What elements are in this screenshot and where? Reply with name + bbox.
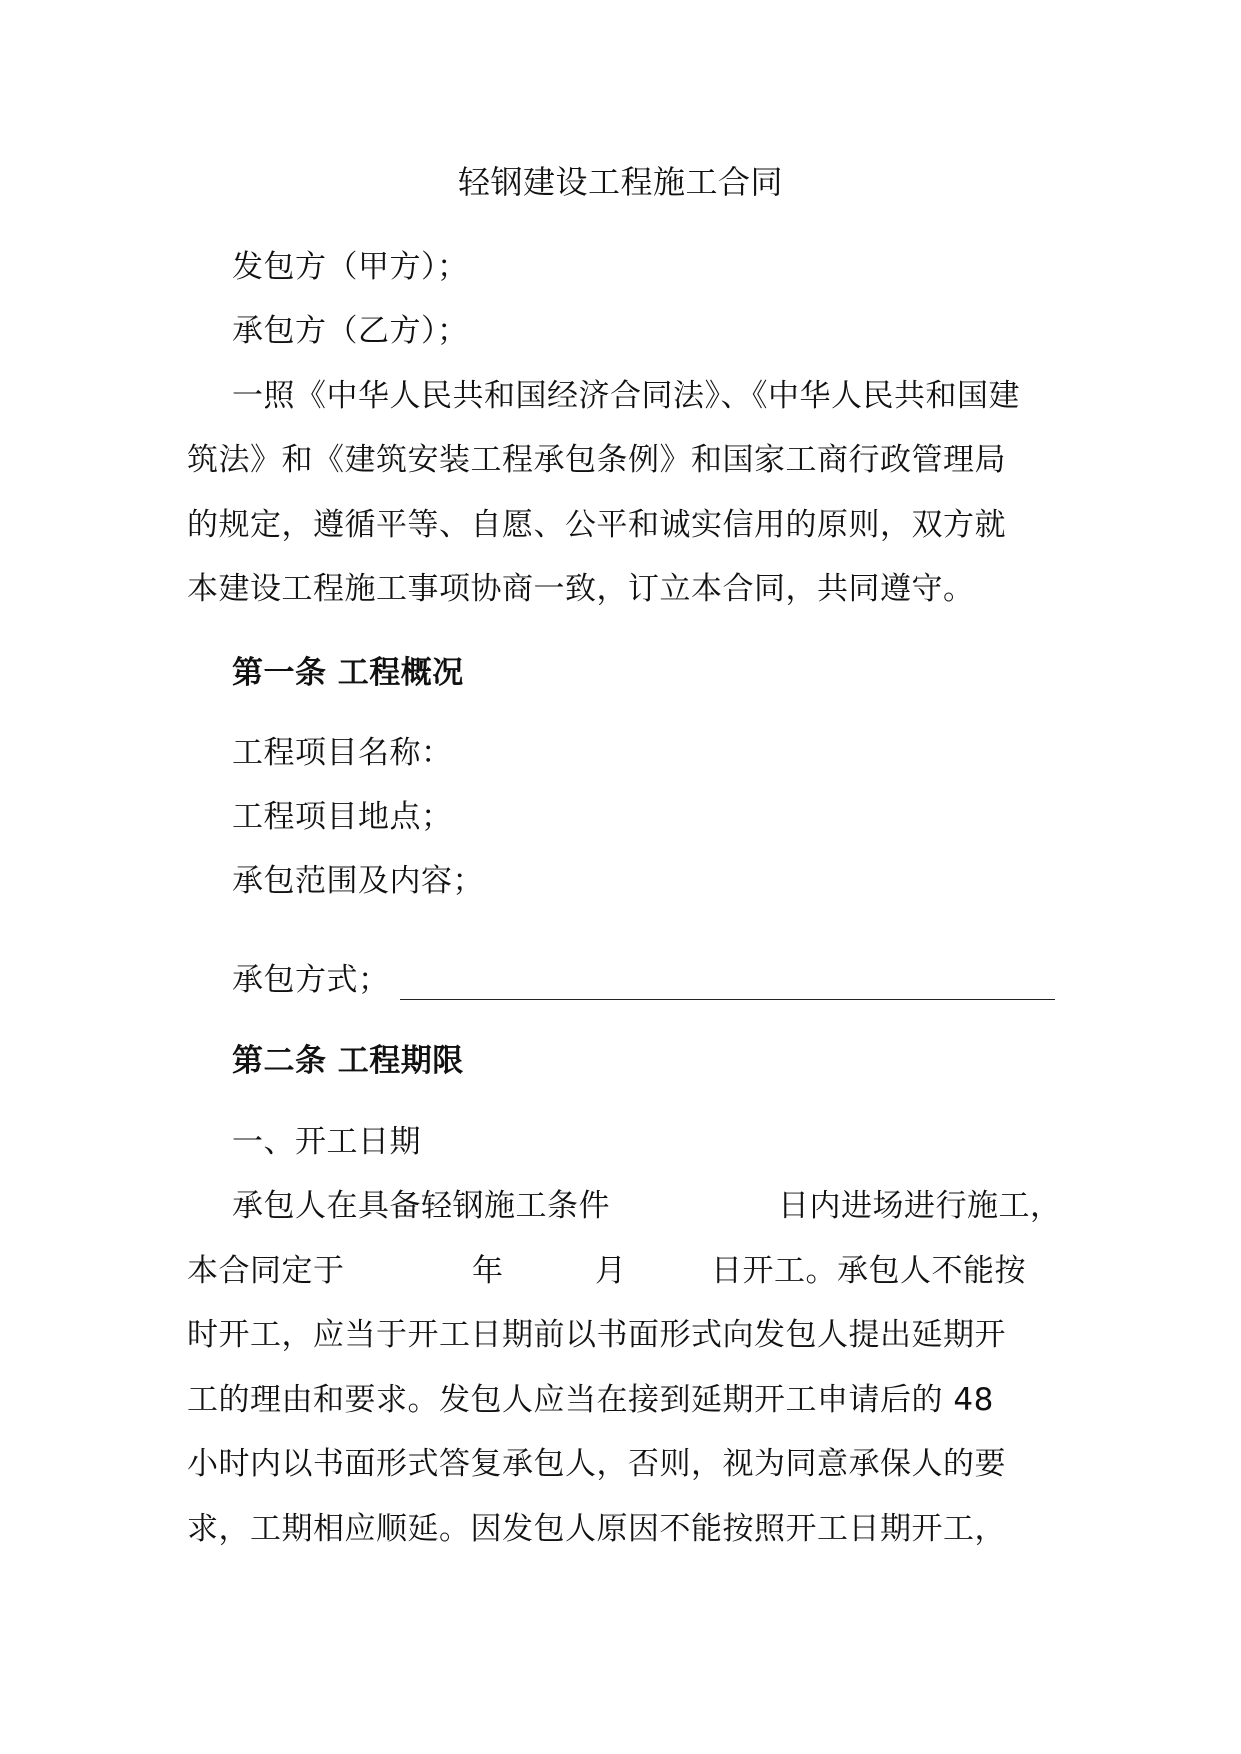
article-2-heading: 第二条 工程期限 xyxy=(232,1043,464,1079)
year-label: 年 xyxy=(472,1253,504,1289)
contract-method-line: 承包方式； xyxy=(232,962,390,998)
entry-days-text-end: 日内进场进行施工， xyxy=(778,1188,1062,1224)
article-2-line-6: 求，工期相应顺延。因发包人原因不能按照开工日期开工， xyxy=(187,1511,1006,1547)
preamble-line-2: 筑法》和《建筑安装工程承包条例》和国家工商行政管理局 xyxy=(187,442,1006,478)
start-date-label: 本合同定于 xyxy=(187,1253,345,1289)
preamble-line-1: 一照《中华人民共和国经济合同法》、《中华人民共和国建 xyxy=(232,378,1020,414)
document-title: 轻钢建设工程施工合同 xyxy=(457,163,783,201)
party-a-line: 发包方（甲方）； xyxy=(232,249,469,285)
party-b-line: 承包方（乙方）； xyxy=(232,313,469,349)
contract-method-blank xyxy=(400,999,1055,1000)
month-label: 月 xyxy=(595,1253,627,1289)
entry-days-text: 承包人在具备轻钢施工条件 xyxy=(232,1188,610,1224)
project-name-line: 工程项目名称： xyxy=(232,735,453,771)
project-location-line: 工程项目地点； xyxy=(232,799,453,835)
preamble-line-3: 的规定，遵循平等、自愿、公平和诚实信用的原则，双方就 xyxy=(187,507,1006,543)
article-2-line-4: 工的理由和要求。发包人应当在接到延期开工申请后的 48 xyxy=(187,1382,994,1418)
article-2-line-5: 小时内以书面形式答复承包人，否则，视为同意承保人的要 xyxy=(187,1446,1006,1482)
article-1-heading: 第一条 工程概况 xyxy=(232,655,464,691)
scope-line: 承包范围及内容； xyxy=(232,863,484,899)
preamble-line-4: 本建设工程施工事项协商一致，订立本合同，共同遵守。 xyxy=(187,571,975,607)
start-date-subheading: 一、开工日期 xyxy=(232,1124,421,1160)
article-2-line-3: 时开工，应当于开工日期前以书面形式向发包人提出延期开 xyxy=(187,1317,1006,1353)
day-label-text: 日开工。承包人不能按 xyxy=(711,1253,1026,1289)
